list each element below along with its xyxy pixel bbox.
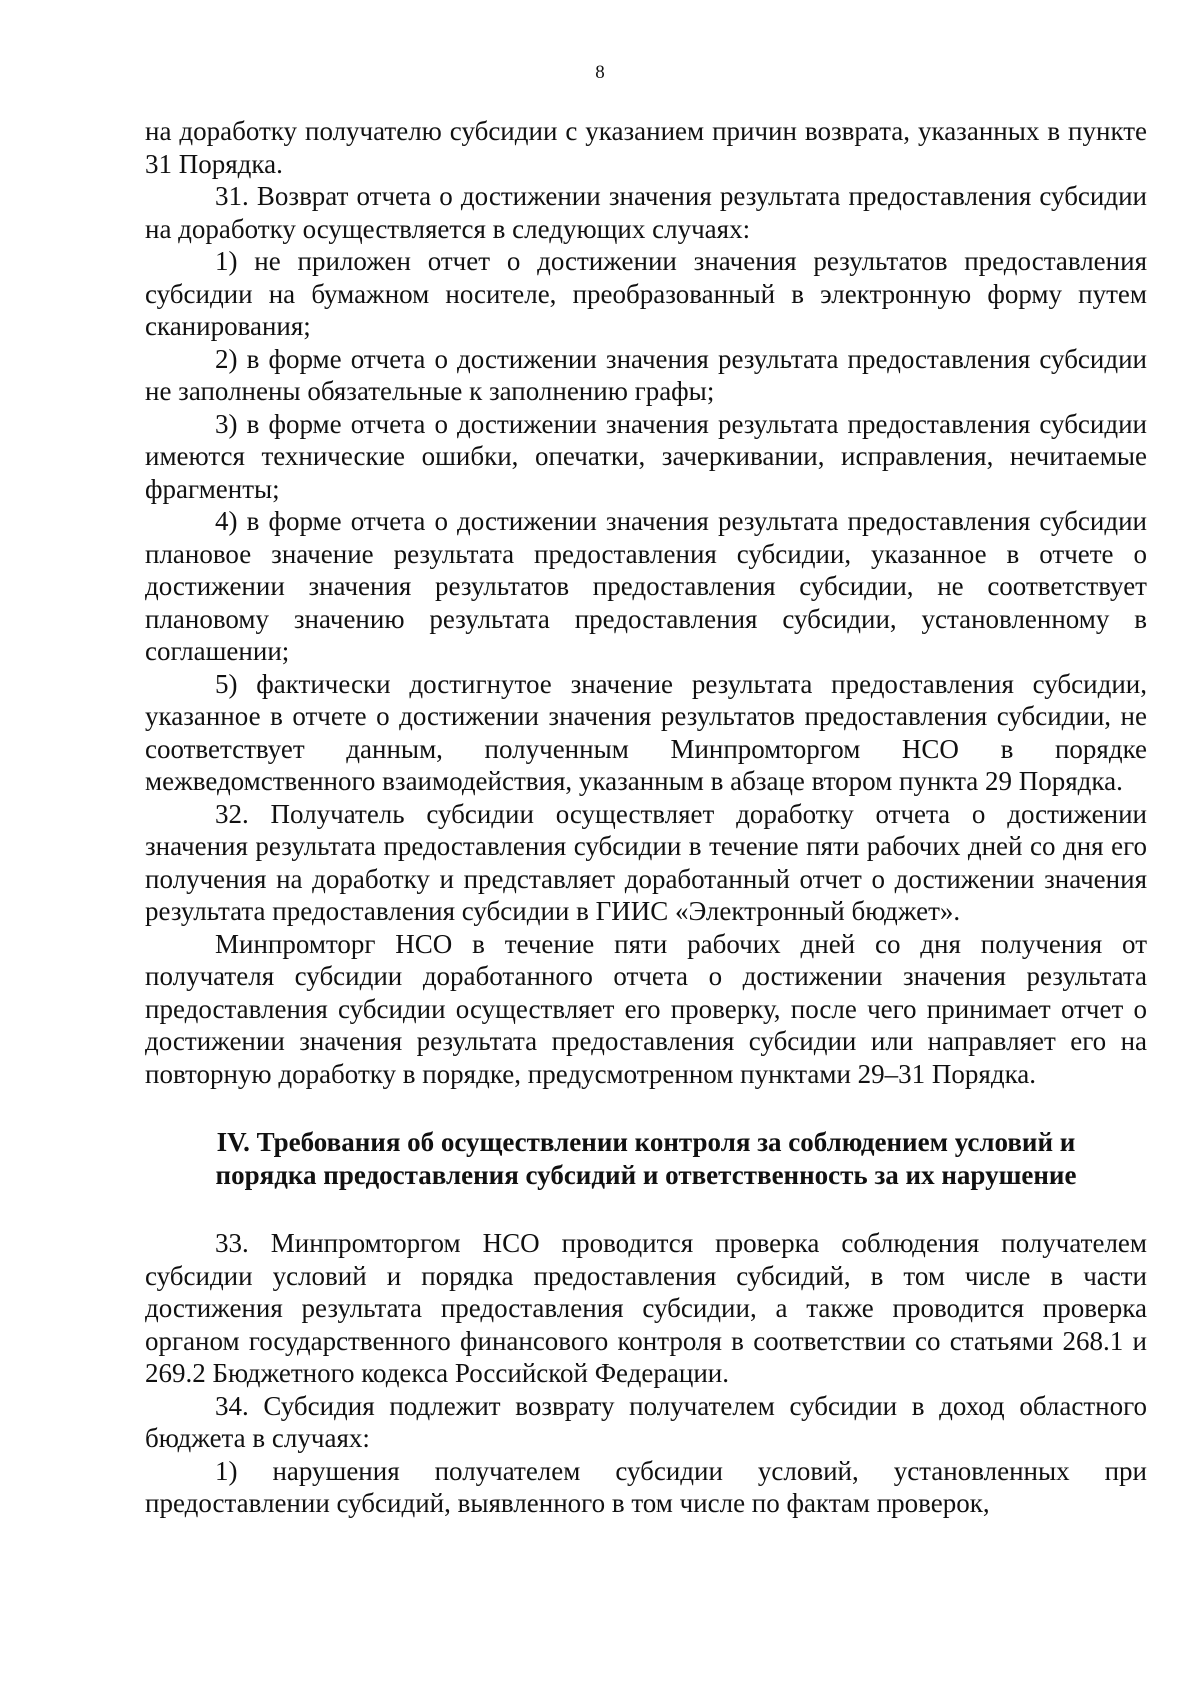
- list-item-31-5: 5) фактически достигнутое значение результата предоставления субсидии, указанное в отчете о достижении значения результатов предоставления субсидии, не соответствует данным, полученным Минпромторгом НСО в порядке межведомственного взаимодействия, указанным в абзаце втором пункта 29 Порядка.: [145, 668, 1147, 796]
- section-heading-line-1: IV. Требования об осуществлении контроля за соблюдением условий и: [216, 1127, 1076, 1157]
- paragraph-item-32-cont: Минпромторг НСО в течение пяти рабочих дней со дня получения от получателя субсидии доработанного отчета о достижении значения результата предоставления субсидии осуществляет его проверку, после чего принимает отчет о достижении значения результата предоставления субсидии или направляет его на повторную доработку в порядке, предусмотренном пунктами 29–31 Порядка.: [145, 928, 1147, 1089]
- section-heading: [145, 1126, 1147, 1191]
- paragraph-item-33: 33. Минпромторгом НСО проводится проверка соблюдения получателем субсидии условий и порядка предоставления субсидий, в том числе в части достижения результата предоставления субсидии, а также проводится проверка органом государственного финансового контроля в соответствии со статьями 268.1 и 269.2 Бюджетного кодекса Российской Федерации.: [145, 1228, 1147, 1388]
- list-item-31-2: 2) в форме отчета о достижении значения результата предоставления субсидии не заполнены обязательные к заполнению графы;: [145, 343, 1147, 406]
- paragraph-continuation: на доработку получателю субсидии с указанием причин возврата, указанных в пункте 31 Порядка.: [145, 116, 1147, 179]
- page-number: 8: [595, 62, 605, 83]
- paragraph-item-31: 31. Возврат отчета о достижении значения результата предоставления субсидии на доработку осуществляется в следующих случаях:: [145, 181, 1147, 244]
- section-heading-line-2: порядка предоставления субсидий и ответственность за их нарушение: [215, 1159, 1077, 1190]
- list-item-31-1: 1) не приложен отчет о достижении значения результатов предоставления субсидии на бумажном носителе, преобразованный в электронную форму путем сканирования;: [145, 246, 1147, 341]
- paragraph-item-32: 32. Получатель субсидии осуществляет доработку отчета о достижении значения результата предоставления субсидии в течение пяти рабочих дней со дня его получения на доработку и представляет доработанный отчет о достижении значения результата предоставления субсидии в ГИИС «Электронный бюджет».: [145, 798, 1147, 926]
- list-item-31-4: 4) в форме отчета о достижении значения результата предоставления субсидии плановое значение результата предоставления субсидии, указанное в отчете о достижении значения результатов предоставления субсидии, не соответствует плановому значению результата предоставления субсидии, установленному в соглашении;: [145, 506, 1147, 666]
- paragraph-item-34: 34. Субсидия подлежит возврату получателем субсидии в доход областного бюджета в случаях:: [145, 1390, 1147, 1453]
- list-item-31-3: 3) в форме отчета о достижении значения результата предоставления субсидии имеются технические ошибки, опечатки, зачеркивании, исправления, нечитаемые фрагменты;: [145, 408, 1147, 504]
- document-body: [145, 115, 1147, 1520]
- list-item-34-1: 1) нарушения получателем субсидии условий, установленных при предоставлении субсидий, выявленного в том числе по фактам проверок,: [145, 1455, 1147, 1518]
